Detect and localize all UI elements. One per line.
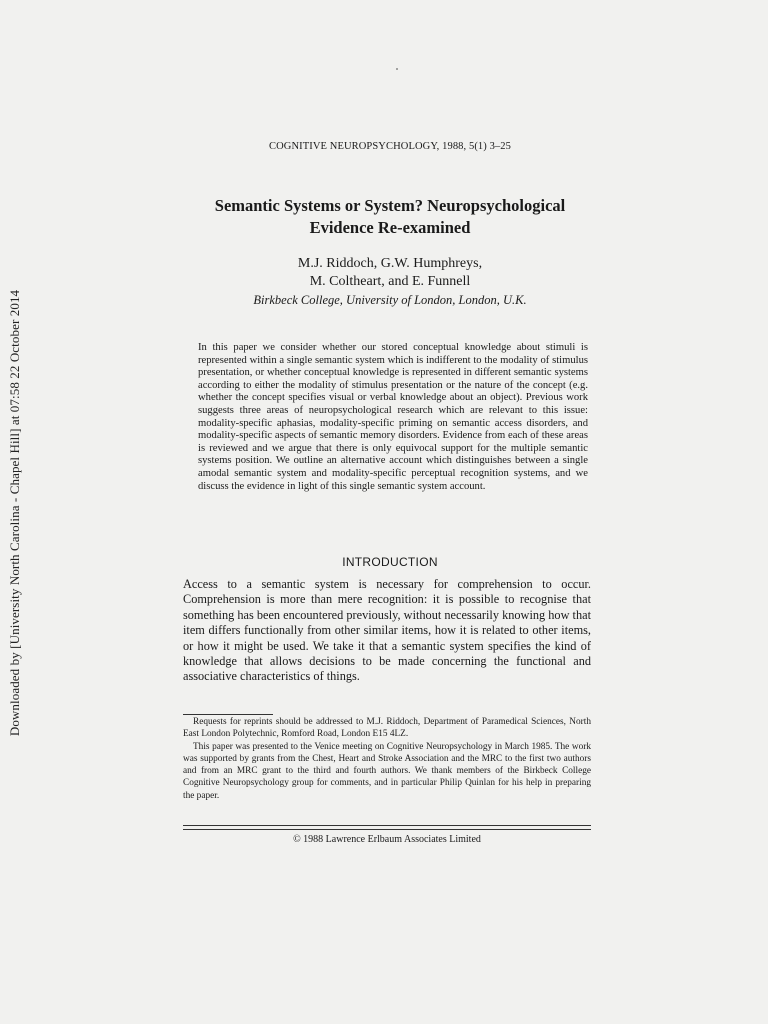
footnote-reprints: Requests for reprints should be addressed to M.J. Riddoch, Department of Paramedical Sciences, North East London Polytechnic, Romford Road, London E15 4LZ. (183, 717, 591, 740)
footnotes (183, 716, 591, 802)
download-watermark-text: Downloaded by [University North Carolina - Chapel Hill] at 07:58 22 October 2014 (7, 289, 22, 737)
journal-header: COGNITIVE NEUROPSYCHOLOGY, 1988, 5(1) 3–25 (268, 141, 511, 152)
download-watermark (0, 289, 30, 737)
footnote-rule (183, 714, 273, 715)
footnote-acknowledgements: This paper was presented to the Venice meeting on Cognitive Neuropsychology in March 1985. The work was supported by grants from the Chest, Heart and Stroke Association and the MRC to the first two authors and from an MRC grant to the third and fourth authors. We thank members of the Birkbeck College Cognitive Neuropsychology group for comments, and in particular Philip Quinlan for his help in preparing the paper. (183, 741, 591, 801)
introduction-paragraph: Access to a semantic system is necessary for comprehension to occur. Comprehension is more than mere recognition: it is possible to recognise that something has been encountered previously, without necessarily knowing how that item differs functionally from other similar items, how it is related to other items, or how it might be used. We take it that a semantic system specifies the kind of knowledge that allows decisions to be made concerning the functional and associative characteristics of things. (183, 577, 591, 684)
copyright-notice: © 1988 Lawrence Erlbaum Associates Limited (293, 834, 481, 845)
section-heading-introduction: INTRODUCTION (342, 555, 438, 569)
authors (190, 255, 590, 291)
authors-line-2: M. Coltheart, and E. Funnell (309, 274, 471, 289)
authors-line-1: M.J. Riddoch, G.W. Humphreys, (297, 256, 483, 271)
abstract: In this paper we consider whether our stored conceptual knowledge about stimuli is represented within a single semantic system which is indifferent to the modality of stimulus presentation, or whether conceptual knowledge is represented in different semantic systems according to either the modality of stimulus presentation or the nature of the concept (e.g. whether the concept specifies visual or verbal knowledge about an object). Previous work suggests three areas of neuropsychological research which are relevant to this issue: modality-specific aphasias, modality-specific priming on semantic access disorders, and modality-specific aspects of semantic memory disorders. Evidence from each of these areas is reviewed and we argue that there is only equivocal support for the multiple semantic systems position. We outline an alternative account which distinguishes between a single amodal semantic system and modality-specific perceptual recognition systems, and we discuss the evidence in light of this single semantic system account. (198, 342, 588, 492)
copyright-rule (183, 825, 591, 830)
affiliation: Birkbeck College, University of London, London, U.K. (253, 293, 527, 307)
article-title: Semantic Systems or System? Neuropsychological Evidence Re-examined (214, 196, 566, 237)
scan-speck (396, 68, 398, 70)
